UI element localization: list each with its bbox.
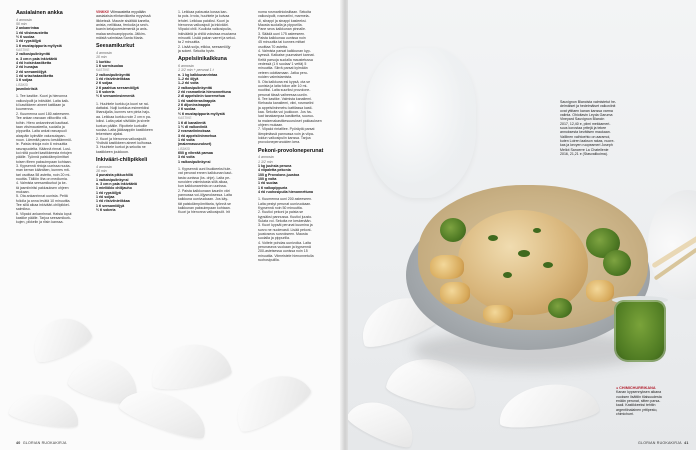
text-line: 1 tl valkopippuria (258, 185, 288, 190)
text-line: 2 valkosipulinkynttä (96, 72, 130, 77)
method-steps (258, 197, 336, 262)
text-line: lehdet. Leikkaa paloiksi. Kuori ja (178, 18, 229, 23)
text-line: Tee ankan rasvaan viiltoviilto viil- (16, 116, 68, 121)
page-folio-right: GLORIAN RUOKAKIRJA 41 (638, 441, 689, 445)
text-line: 4 viipaletta pekonia (258, 168, 291, 173)
text-line: loidun valkosipulin kanssa. Tarjoa (258, 135, 311, 140)
text-line: Kuori ja hienonna valkosipulit. Irit (178, 210, 230, 215)
text-line: n. 3 cm:n pala inkivääriä (96, 181, 138, 186)
section-label: KASTIKE (178, 116, 192, 121)
broccoli-photo (440, 218, 466, 242)
text-line: ki kastikkeen aineet kattilaan ja (16, 103, 65, 108)
ingredient-list (178, 121, 254, 147)
text-line: 2. Kuumenna uuni 180 asteeseen. (16, 111, 71, 116)
text-line: mukaan. (16, 190, 30, 194)
text-line: ½ tl suolaa (16, 34, 35, 39)
text-line: 4 rkl ruohosipulia hienonnettuna (258, 190, 313, 194)
text-line: kuumenna. (16, 107, 34, 112)
text-line: man kerran kääntäen, kunnes mit- (16, 168, 70, 173)
text-line: enään perunat, sitten parsa- (616, 399, 661, 404)
text-line: 2. Paista kalkkunaan kauniin väri (178, 188, 230, 193)
text-line: ohjeen mukaan. (258, 122, 284, 127)
text-line: lämpimässä pannussa voin ja viipa- (258, 131, 314, 136)
text-line: valkosipulit ja inkivääri. Laita kaik- (16, 98, 70, 103)
broccoli-photo (548, 298, 572, 318)
text-line: chimichurri. (616, 412, 635, 417)
left-page (0, 0, 344, 450)
feather-decoration (8, 389, 82, 431)
caption-lines (616, 390, 662, 416)
text-line: 2 tl soijaa (96, 81, 113, 86)
text-line: 4. Valmista parsat kalkkunan kyp- (258, 49, 311, 54)
text-line: 1 rkl sriachakastiketta (16, 74, 54, 79)
text-line: 1 ½ dl valkoviiniä (178, 124, 208, 129)
text-line: alaspäin kylmälle valurautapan- (16, 133, 66, 138)
text-line: pannussa voi-öljyseoksessa. Laita (178, 193, 232, 197)
text-line: vat perunat ennen kalkkunan kaut- (178, 171, 233, 176)
text-line: n. 1 kg kalkkunanrintaa (178, 72, 218, 77)
recipe-servings: 4 annosta (96, 164, 112, 169)
text-line: ruohosipulilla. (258, 258, 280, 263)
text-line: malaa sechuanpippuria. Jälkim- (96, 31, 146, 36)
text-line: 45 minuuttia tai kunnes mittari (258, 40, 306, 45)
recipe-time: 1 1/2 min (258, 159, 273, 164)
potato-photo (430, 255, 464, 279)
text-line: 1 kurkku (96, 59, 111, 64)
recipe-column-1 (16, 10, 88, 225)
text-line: 2. Lisää soija, etikka, seesamiöljy (178, 44, 231, 49)
text-line: 1. Tee kastike. Kuori ja hienonna (16, 94, 68, 99)
text-line: 7. Viipaloi rintafilee. Pyöräytä parsat (258, 127, 315, 132)
text-line: noma rosmariinioksiltaan. Sekoita (258, 10, 312, 14)
text-line: ja appelsiininmehu kattilassa kasti- (258, 105, 313, 110)
text-line: 4. Valmista seesamikurkut ja ke- (16, 181, 67, 186)
text-line: 1 rkl riisiviinietikkaa (96, 77, 130, 82)
ingredient-list (178, 151, 254, 164)
text-line: 1 tl mustapippuria myllystä (16, 43, 62, 48)
text-line: kaa. Sekoita voi joukkoon. Jos ha- (258, 109, 312, 114)
caption-title: CHIMICHURRIKANA (619, 386, 656, 390)
text-line: rasvapuolelta. Käännä rinnat. Lusi- (16, 146, 71, 151)
text-line: päälle. Työnnä paistolämpömittari (16, 155, 69, 160)
text-line: 2 tl suolaa (178, 107, 196, 112)
text-line: salmikso. (16, 207, 31, 212)
wine-lines (560, 100, 616, 156)
text-line: 1 tl seesamiöljyä (96, 203, 125, 208)
text-line: kun kalkkunanrinta on uunissa. (178, 184, 227, 189)
text-line: 4 rkl hoisinkastiketta (16, 61, 52, 66)
text-line: 3 rkl voita (178, 155, 195, 160)
text-line: 2 rkl hunajaa (16, 65, 38, 70)
text-line: kalkkuna uunivuokaan. Jos käy- (178, 197, 229, 202)
text-line: Tee sillä aikaa inkivääri-chilipikkel- (16, 203, 70, 208)
text-line: valkosipulit, rosmariini, marmela- (258, 14, 310, 19)
ingredient-list (16, 26, 88, 48)
text-line: annoksesta kevätisen maukaan. (560, 130, 611, 135)
text-line: veteen odottamaan. Jatka peru- (258, 70, 309, 75)
text-line: 2 rkl rosmariinia hienonnettuna (178, 90, 231, 95)
text-line: 2 tl paahtua seesamiöljyä (96, 85, 139, 90)
recipe-title: Appelsiinikalkkuna (178, 56, 227, 63)
text-line: perunaseos vuokaan ja kypsennä (258, 245, 311, 250)
text-line: toihin. Hiero ankanrinnat kauttaal- (16, 120, 70, 125)
text-line: loiksi. Laita palat siivilään ja sivele (96, 119, 150, 124)
text-line: 2017, 12,40 e, piimi mekkameri- (560, 121, 611, 126)
text-line: 1 mieliöklo chilijauho (96, 186, 132, 191)
text-line: kalkkunan paksuimpaan kohtaan. (178, 206, 231, 211)
text-line: 3. Kuori kypsät perunat kuumina ja (258, 223, 313, 228)
text-line: Kypsennä noin 50 minuuttia. (258, 206, 303, 211)
text-line: minuuttia. Siirrä parsat kylmään (258, 66, 308, 71)
text-line: 1 tl sokeria (96, 90, 115, 95)
feather-decoration (25, 309, 95, 367)
text-line: ta maizenakastikesuurukset pakkauksen (258, 118, 322, 123)
ingredient-list (96, 173, 174, 212)
text-line: 1–2 rkl voita (178, 81, 199, 86)
text-line: 1. Kypsennä uuni lisukkeeksi tule- (178, 166, 232, 171)
text-line: kuten Loiren laakson rakas, nuore- (560, 139, 615, 144)
text-line: 1 rkl rypsiöljyä (96, 190, 121, 195)
tip-text (96, 14, 174, 40)
method-steps (16, 94, 88, 224)
text-line: liikkeissä. Mauste sisältää kanelia, (96, 18, 151, 23)
text-line: survo ne nuolevasti. Lisää pekoni- (258, 227, 312, 232)
text-line: Vineyard Sauvignon Blancin (560, 117, 605, 122)
text-line: valinta. Ohioitavin Leyda Garuma (560, 113, 613, 118)
tip-first-line: Viiimausteita myydään (110, 10, 146, 14)
text-line: jasmiiniriisiä (16, 87, 38, 92)
text-line: toisen fileen paksuimpaan kohtaan. (16, 159, 72, 164)
recipe-time: 10 min (96, 55, 107, 60)
recipe-time: 1 1/2 min + perunat 1 t (178, 68, 214, 73)
recipe-column-3 (178, 10, 254, 215)
text-line: osoittaa 70 astetta. (258, 44, 288, 49)
text-line: 2016, 21,21 e (Stasvalikoima). (560, 152, 608, 157)
text-line: syessä. Katkaise puumaiset kannat. (258, 53, 315, 58)
text-line: 1 tl soijaa (16, 78, 33, 83)
text-line: kaali. Kastikkeeksi tehtiin (616, 403, 656, 408)
herb-topping-photo (533, 228, 541, 233)
text-line: tari osoittaa 58 astetta, noin 20 mi- (16, 172, 71, 177)
method-steps (178, 10, 254, 53)
text-line: tuanin kelajuuresiemeniä ja anis- (96, 27, 148, 32)
text-line: taan viisimausteella, suolalla ja (16, 124, 65, 129)
text-line: inkivääriä ja chiliä voksissa muutama (178, 31, 237, 36)
herb-topping-photo (518, 250, 530, 257)
text-line: mäistä valmistaa Santa Maria. (96, 36, 144, 41)
section-label: LISÄKSI (178, 146, 191, 151)
text-line: Sauvignon Blancista valmistetut he- (560, 100, 617, 104)
text-line: lihanuijalla, kunnes sen pinta hajo- (96, 110, 151, 115)
text-line: 3. Huuhtele kurkut ja sekoita ne (96, 145, 146, 150)
text-line: Keitä parsoja suolalla maustetussa (258, 57, 313, 62)
text-line: 2 tl dijoninsinappia (178, 103, 211, 108)
text-line: 2 rosmariininoksaa (178, 129, 211, 134)
text-line: runoiden valmistusta sillä aikaa, (178, 179, 229, 184)
text-line: (maizenasuurukset) (178, 142, 212, 147)
text-line: Laita pestyt perunat uunivuokaan. (258, 201, 312, 206)
herb-topping-photo (543, 262, 553, 268)
text-line: nuuttia. Tällöin liha on mediumia. (16, 176, 68, 181)
text-line: 5. Ota ankanrinnat uunista. Peitä (16, 194, 68, 199)
text-line: suolalla ja pippurilla. (258, 236, 290, 241)
text-line: anista, neilikkaa, fenkolia ja sech- (96, 23, 149, 28)
text-line: ovat yttitaen kanan kanssa varma (560, 108, 613, 113)
text-line: 2. Kuori ja hienonna valkosipulit. (96, 136, 147, 141)
text-line: tät paistolämpömittaria, työnnä se (178, 201, 232, 206)
text-line: 1. Leikkaa paksusta kossa kan- (178, 10, 228, 14)
potato-photo (483, 305, 513, 323)
text-line: aasialaisia elintarvikkeita myyvissä (96, 14, 151, 19)
text-line: provoloneperunoiden kera. (258, 140, 301, 145)
text-line: kastikkeen joukkoon. (96, 149, 129, 154)
text-line: 3 rkl appelsiininmehua (178, 133, 217, 138)
text-line: 2 valkosipulinkynttä (16, 52, 50, 57)
recipe-servings: 6 annosta (178, 64, 194, 69)
text-line: Yhdistä kastikkeen aineet kulhossa. (96, 140, 153, 145)
wine-glass-photo (366, 48, 476, 198)
text-line: kas ja kevyen ruopeameri Joseph (560, 143, 613, 148)
text-line: 3. Kypsennä rintoja uunissa nuuta- (16, 163, 71, 168)
text-line: suus korostaa yrttejä ja tekee (560, 126, 607, 131)
text-line: ½ tl sokeria (96, 207, 116, 212)
text-line: minuuttia. Viimeistele hienonnetulla (258, 253, 314, 258)
text-line: 2 rkl seesamiöljyä (16, 69, 47, 74)
text-line: 4 punaista pikkuchiliä (96, 173, 133, 178)
text-line: 2. Kuutioi pekoni ja paista se (258, 210, 304, 215)
text-line: 2 dl appelsiinin tuoremehua (178, 94, 225, 99)
herb-topping-photo (503, 272, 512, 278)
potato-photo (586, 280, 614, 302)
text-line: suolaa. Laita jääkaappiin kastikkeen (96, 127, 153, 132)
text-line: juustoseos survokseen. Mausta (258, 232, 308, 237)
text-line: 6. Viipaloi ankanrinnat. Hatsia loput (16, 211, 72, 216)
method-steps (258, 10, 336, 145)
text-line: 1 kg juuhsia peruna (258, 163, 292, 168)
recipe-time: 10 min (96, 168, 107, 173)
text-line: 4. Voitele pohdas uunivoika. Laita (258, 240, 311, 245)
recipe-title: Seesamikurkut (96, 43, 135, 50)
text-line: uunista ja laita folion alle 10 mi- (258, 83, 308, 88)
text-line: Paista kalkkunaa uunissa noin (258, 36, 306, 41)
ingredient-list (258, 164, 336, 194)
text-line: noiden valmistamista. (258, 75, 293, 80)
text-line: 1 rkl rypsiöljyä (16, 39, 41, 44)
recipe-servings: 4 annosta (16, 17, 32, 22)
broccoli-photo (603, 250, 631, 276)
chimichurri-jar-photo (614, 300, 666, 362)
text-line: 600 g vihreää parsaa (178, 150, 213, 155)
text-line: 1. Kuumenna uuni 200 asteeseen. (258, 197, 313, 202)
text-line: 1 rkl voita (178, 137, 195, 142)
wine-recommendation (560, 100, 616, 156)
section-label: LISÄKSI (16, 82, 29, 87)
feather-decoration (225, 363, 314, 438)
text-line: di, siirappi ja sinappi kasleeksi. (258, 18, 307, 23)
text-line: 1 rkl vaahterasiirappia (178, 98, 216, 103)
text-line: 1 rkl viisimaustetta (16, 30, 48, 35)
recipe-title: Pekoni-provoloneperunat (258, 147, 324, 154)
recipe-title: Aasialainen ankka (16, 10, 63, 16)
text-line: foliolla ja anna levätä 10 minuuttia. (16, 198, 71, 203)
caption-bullet: ● (616, 386, 619, 390)
text-line: 1 rkl soijaa (96, 194, 115, 199)
text-line: nuutiksi. Laita suuriksi provolone- (258, 88, 311, 93)
text-line: kurkun päälle. Ripottele kurkuille (96, 123, 148, 128)
text-line: 1 tl dl kanalientä (178, 120, 206, 125)
right-page (348, 0, 696, 450)
text-line: 3. Säädä uuni 175 asteeseen. (258, 31, 306, 36)
text-line: 1 valkosipulinkynsi (178, 159, 211, 164)
text-line: ta pois. Irrota, huuhtele ja kuivaa (178, 14, 230, 19)
text-line: tasta uunissa (ks. ohje). Laita pe- (178, 175, 231, 180)
text-line: 2 ankanrintaa (16, 26, 39, 31)
feather-decoration (147, 338, 233, 393)
recipe-column-2 (96, 10, 174, 212)
text-line: Sulata voi. Sekoita ne keskenään. (258, 219, 312, 224)
photo-caption (616, 386, 662, 416)
text-line: 5. Ota kalkkuna esi kypsä, ota se (258, 79, 311, 84)
text-line: ja sokeri. Sekoita hyvin. (178, 49, 216, 54)
text-line: Viipaloi chili. Kuullota valkosipulia, (178, 27, 232, 32)
text-line: argentiinalainen yrttipesto, (616, 407, 658, 412)
text-line: pippurilla. Laita ankat rasvapuoli (16, 129, 67, 134)
ingredient-list (96, 60, 174, 69)
text-line: 100 g Provolone-juustoa (258, 172, 300, 177)
text-line: 1 rkl suolaa (258, 181, 278, 186)
text-line: ½ tl seesaminsiemeniä (96, 94, 135, 99)
method-steps (96, 102, 174, 154)
text-line: kypsäksi pannussa. Kuutioi juusto. (258, 214, 313, 219)
text-line: kastike päälle. Tarjoa seesamikurk- (16, 216, 72, 221)
text-line: minuutti. Lisää pakan varret ja sekoi- (178, 36, 236, 41)
potato-photo (440, 282, 470, 304)
roast-chicken-photo (458, 210, 588, 315)
text-line: Vaillinen vaihtoehto on aaramoi, (560, 134, 611, 139)
text-line: nuun. Lämmitä pannu keskilämmöl- (16, 137, 72, 142)
recipe-servings: 4 annosta (258, 155, 274, 160)
text-line: 6. Tee kastike. Valmista kanaliemi. (258, 96, 312, 101)
text-line: 200-asteisessa uunissa noin 15 (258, 249, 308, 254)
ingredient-list (16, 52, 88, 82)
text-line: Mellot Sancerre La Chatellenie (560, 147, 609, 152)
text-line: luat tanakampaa kastiketta, suuruo- (258, 114, 315, 119)
recipe-column-4 (258, 10, 336, 263)
text-line: vuoksen lisättiin tilaisuudesta (616, 394, 662, 399)
text-line: hienonna valkosipuli ja inkivääri. (178, 23, 229, 28)
tip-label: VINKKI! (96, 10, 110, 14)
text-line: 1–2 rkl öljyä (178, 77, 199, 82)
herb-topping-photo (488, 235, 498, 241)
text-line: ta 2 minuuttia. (178, 40, 201, 45)
text-line: 1 rkl riisiviinietikkaa (96, 199, 130, 204)
text-line: koi niitä puolet kastikkeesta rintojen (16, 150, 72, 155)
text-line: le. Paista rintoja noin 6 minuuttia (16, 142, 68, 147)
text-line: n. 3 cm:n pala inkivääriä (16, 56, 58, 61)
text-line: Mausta suolalla ja pippurilla. (258, 23, 303, 28)
section-label: KASTIKE (96, 68, 110, 73)
text-line: vedessä (1 tl suolaa/ 1 vettä) 5 (258, 62, 307, 67)
text-line: dattaksi. Nuiji kurkkua esimerkiksi (96, 106, 150, 111)
page-folio-left: 40 GLORIAN RUOKAKIRJA (16, 441, 67, 445)
text-line: 1. Huuhtele kurkku ja kuori se rai- (96, 101, 149, 106)
text-line: delmäiset ja hedelmäiset valkoviinit (560, 104, 616, 109)
recipe-servings: 4 annosta (96, 51, 112, 55)
text-line: Pane seos kalkkunan pinnalle. (258, 27, 306, 32)
text-line: aa. Leikkaa kurkku noin 2 cm:n pa- (96, 114, 152, 119)
recipe-time: 50 min (16, 21, 27, 26)
text-line: perunat tässä vaiheessa uuniin. (258, 92, 308, 97)
section-label: KASTIKE (16, 48, 30, 52)
ingredient-list (178, 73, 254, 116)
recipe-title: Inkivääri-chilipikkeli (96, 156, 148, 163)
ingredient-list (96, 73, 174, 99)
text-line: tekemisen ajaksi. (96, 132, 124, 137)
text-line: 2 valkosipulinkynttä (178, 85, 212, 90)
text-line: ½ tl mustapippuria myllystä (178, 111, 225, 116)
text-line: kujen, pikkelin ja riisin kanssa. (16, 220, 64, 225)
text-line: Kanan kypsennyksen aikana (616, 390, 662, 395)
text-line: 1 tl sormisuolaa (96, 64, 124, 69)
method-steps (178, 167, 254, 215)
text-line: Kiehauta kanaliemi, viini, rosmariini (258, 101, 314, 106)
text-line: 1 valkosipulinkynsi (96, 177, 129, 182)
text-line: 100 g voita (258, 176, 277, 181)
text-line: tä jasmiiniriisi pakkauksen ohjeen (16, 185, 69, 190)
